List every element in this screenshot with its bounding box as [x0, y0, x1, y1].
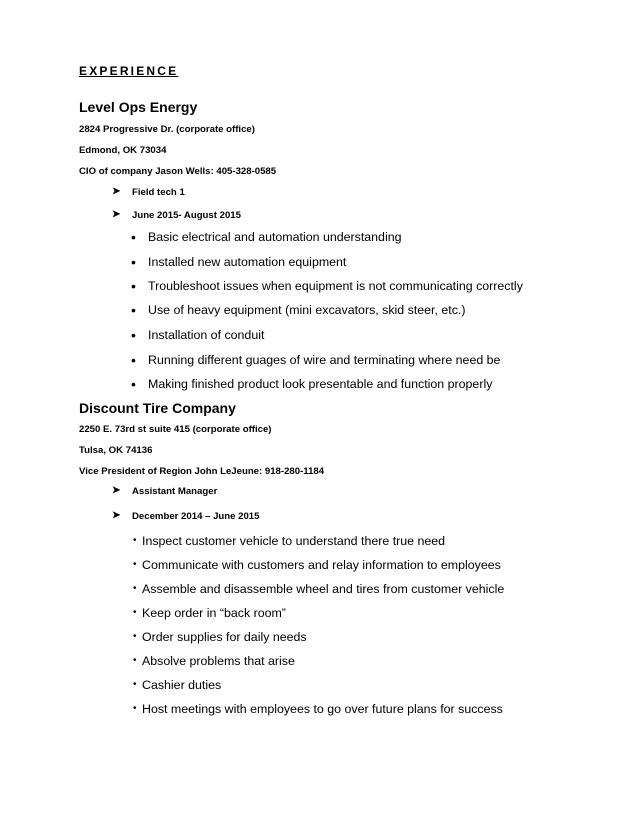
duty-text: Host meetings with employees to go over future plans for success [142, 702, 503, 716]
company-name: Discount Tire Company [79, 400, 236, 416]
company-address: 2824 Progressive Dr. (corporate office) [79, 124, 255, 135]
duty-text: Order supplies for daily needs [142, 630, 307, 644]
arrow-bullet-icon: ➤ [112, 209, 121, 220]
duty-text: Use of heavy equipment (mini excavators, skid steer, etc.) [148, 303, 466, 317]
company-contact: CIO of company Jason Wells: 405-328-0585 [79, 166, 277, 177]
dates-text: June 2015- August 2015 [132, 210, 241, 221]
company-contact: Vice President of Region John LeJeune: 918-280-1184 [79, 466, 325, 477]
small-bullet-icon: • [133, 535, 137, 546]
duty-text: Keep order in “back room” [142, 606, 286, 620]
small-bullet-icon: • [133, 607, 137, 618]
disc-bullet-icon: • [131, 327, 136, 343]
company-city: Tulsa, OK 74136 [79, 445, 153, 456]
duty-text: Absolve problems that arise [142, 654, 295, 668]
small-bullet-icon: • [133, 703, 137, 714]
duty-text: Installed new automation equipment [148, 255, 347, 269]
small-bullet-icon: • [133, 679, 137, 690]
small-bullet-icon: • [133, 631, 137, 642]
arrow-bullet-icon: ➤ [112, 186, 121, 197]
role-text: Assistant Manager [132, 486, 218, 497]
small-bullet-icon: • [133, 583, 137, 594]
duty-text: Basic electrical and automation understanding [148, 230, 402, 244]
disc-bullet-icon: • [131, 302, 136, 318]
dates-text: December 2014 – June 2015 [132, 511, 260, 522]
company-city: Edmond, OK 73034 [79, 145, 167, 156]
arrow-bullet-icon: ➤ [112, 485, 121, 496]
small-bullet-icon: • [133, 559, 137, 570]
small-bullet-icon: • [133, 655, 137, 666]
duty-text: Assemble and disassemble wheel and tires from customer vehicle [142, 582, 505, 596]
duty-text: Running different guages of wire and terminating where need be [148, 353, 501, 367]
duty-text: Inspect customer vehicle to understand there true need [142, 534, 446, 548]
duty-text: Making finished product look presentable and function properly [148, 377, 493, 391]
duty-text: Cashier duties [142, 678, 222, 692]
disc-bullet-icon: • [131, 229, 136, 245]
disc-bullet-icon: • [131, 254, 136, 270]
company-address: 2250 E. 73rd st suite 415 (corporate office) [79, 424, 272, 435]
disc-bullet-icon: • [131, 352, 136, 368]
disc-bullet-icon: • [131, 376, 136, 392]
duty-text: Troubleshoot issues when equipment is not communicating correctly [148, 279, 523, 293]
disc-bullet-icon: • [131, 278, 136, 294]
company-name: Level Ops Energy [79, 99, 198, 115]
experience-heading: EXPERIENCE [79, 64, 179, 78]
duty-text: Installation of conduit [148, 328, 265, 342]
arrow-bullet-icon: ➤ [112, 510, 121, 521]
duty-text: Communicate with customers and relay information to employees [142, 558, 501, 572]
role-text: Field tech 1 [132, 187, 185, 198]
